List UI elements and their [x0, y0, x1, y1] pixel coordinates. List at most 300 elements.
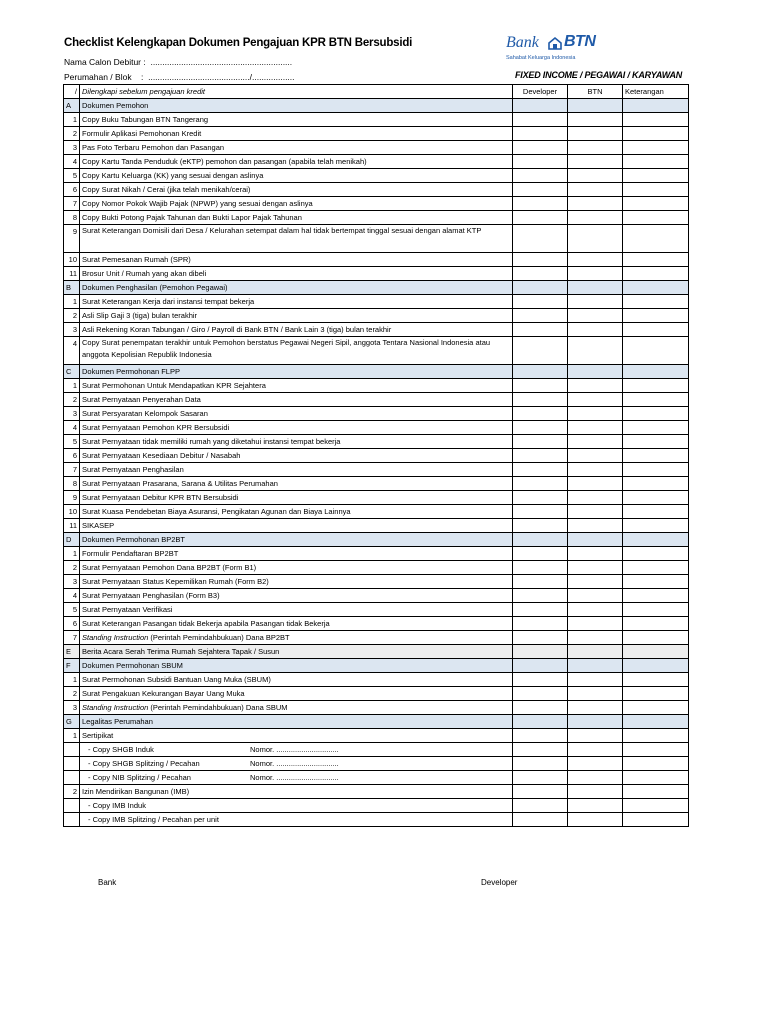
table-row [64, 421, 689, 435]
row-description: - Copy IMB Splitzing / Pecahan per unit [80, 813, 513, 827]
row-number: 6 [64, 617, 80, 631]
section-row [64, 99, 689, 113]
developer-check-cell[interactable] [513, 813, 568, 827]
row-description: Surat Pernyataan Penghasilan (Form B3) [80, 589, 513, 603]
row-number: 5 [64, 169, 80, 183]
row-number [64, 799, 80, 813]
keterangan-cell[interactable] [623, 743, 689, 757]
developer-check-cell[interactable] [513, 715, 568, 729]
housing-block-field: Perumahan / Blok : .........................................../.................. [64, 72, 295, 82]
row-number: 2 [64, 561, 80, 575]
keterangan-cell[interactable] [623, 141, 689, 155]
keterangan-cell[interactable] [623, 267, 689, 281]
row-description: Copy Nomor Pokok Wajib Pajak (NPWP) yang sesuai dengan aslinya [80, 197, 513, 211]
table-row [64, 323, 689, 337]
keterangan-cell[interactable] [623, 323, 689, 337]
btn-check-cell[interactable] [568, 561, 623, 575]
bank-btn-logo [506, 34, 616, 68]
btn-check-cell[interactable] [568, 743, 623, 757]
table-row [64, 617, 689, 631]
table-row [64, 673, 689, 687]
keterangan-cell[interactable] [623, 435, 689, 449]
btn-check-cell[interactable] [568, 505, 623, 519]
developer-check-cell[interactable] [513, 197, 568, 211]
developer-check-cell[interactable] [513, 393, 568, 407]
table-row [64, 183, 689, 197]
keterangan-cell[interactable] [623, 379, 689, 393]
row-number: 7 [64, 197, 80, 211]
btn-check-cell[interactable] [568, 757, 623, 771]
keterangan-cell[interactable] [623, 99, 689, 113]
row-number: 5 [64, 603, 80, 617]
developer-check-cell[interactable] [513, 295, 568, 309]
developer-check-cell[interactable] [513, 309, 568, 323]
developer-check-cell[interactable] [513, 253, 568, 267]
developer-check-cell[interactable] [513, 211, 568, 225]
btn-check-cell[interactable] [568, 393, 623, 407]
row-description: Asli Rekening Koran Tabungan / Giro / Payroll di Bank BTN / Bank Lain 3 (tiga) bulan terakhir [80, 323, 513, 337]
row-description: - Copy IMB Induk [80, 799, 513, 813]
keterangan-cell[interactable] [623, 673, 689, 687]
row-number: 4 [64, 337, 80, 365]
keterangan-cell[interactable] [623, 519, 689, 533]
row-description: Standing Instruction (Perintah Pemindahbukuan) Dana SBUM [80, 701, 513, 715]
row-number: G [64, 715, 80, 729]
row-number: C [64, 365, 80, 379]
row-description: Surat Pernyataan Pemohon KPR Bersubsidi [80, 421, 513, 435]
keterangan-cell[interactable] [623, 575, 689, 589]
row-description: Copy Kartu Keluarga (KK) yang sesuai dengan aslinya [80, 169, 513, 183]
developer-check-cell[interactable] [513, 323, 568, 337]
sub-item-row [64, 771, 689, 785]
keterangan-cell[interactable] [623, 421, 689, 435]
header-btn: BTN [568, 85, 623, 99]
developer-check-cell[interactable] [513, 113, 568, 127]
row-description: Copy Kartu Tanda Penduduk (eKTP) pemohon dan pasangan (apabila telah menikah) [80, 155, 513, 169]
section-row [64, 281, 689, 295]
keterangan-cell[interactable] [623, 127, 689, 141]
row-description: Surat Pengakuan Kekurangan Bayar Uang Muka [80, 687, 513, 701]
table-row [64, 589, 689, 603]
btn-check-cell[interactable] [568, 533, 623, 547]
row-description: Copy Surat Nikah / Cerai (jika telah menikah/cerai) [80, 183, 513, 197]
keterangan-cell[interactable] [623, 813, 689, 827]
row-description: Copy Surat penempatan terakhir untuk Pemohon berstatus Pegawai Negeri Sipil, anggota Tentara Nasional Indonesia atau anggota Kepolisian Republik Indonesia [80, 337, 513, 365]
developer-check-cell[interactable] [513, 449, 568, 463]
row-description: Surat Pernyataan Kesediaan Debitur / Nasabah [80, 449, 513, 463]
section-row [64, 533, 689, 547]
keterangan-cell[interactable] [623, 785, 689, 799]
row-number: 3 [64, 575, 80, 589]
btn-check-cell[interactable] [568, 701, 623, 715]
row-description: - Copy SHGB Induk Nomor. .............................. [80, 743, 513, 757]
row-number: 4 [64, 155, 80, 169]
btn-check-cell[interactable] [568, 407, 623, 421]
section-row [64, 365, 689, 379]
table-row [64, 295, 689, 309]
btn-check-cell[interactable] [568, 589, 623, 603]
btn-check-cell[interactable] [568, 267, 623, 281]
keterangan-cell[interactable] [623, 771, 689, 785]
developer-check-cell[interactable] [513, 407, 568, 421]
developer-check-cell[interactable] [513, 519, 568, 533]
btn-check-cell[interactable] [568, 715, 623, 729]
developer-check-cell[interactable] [513, 589, 568, 603]
developer-check-cell[interactable] [513, 477, 568, 491]
keterangan-cell[interactable] [623, 645, 689, 659]
keterangan-cell[interactable] [623, 561, 689, 575]
row-description: Izin Mendirikan Bangunan (IMB) [80, 785, 513, 799]
table-row [64, 575, 689, 589]
btn-check-cell[interactable] [568, 673, 623, 687]
table-row [64, 225, 689, 253]
keterangan-cell[interactable] [623, 183, 689, 197]
btn-check-cell[interactable] [568, 337, 623, 365]
keterangan-cell[interactable] [623, 197, 689, 211]
developer-check-cell[interactable] [513, 421, 568, 435]
developer-check-cell[interactable] [513, 155, 568, 169]
keterangan-cell[interactable] [623, 491, 689, 505]
row-number: D [64, 533, 80, 547]
developer-check-cell[interactable] [513, 561, 568, 575]
table-row [64, 631, 689, 645]
developer-check-cell[interactable] [513, 631, 568, 645]
nomor-field: Nomor. .............................. [250, 759, 339, 768]
row-description: Surat Pemesanan Rumah (SPR) [80, 253, 513, 267]
keterangan-cell[interactable] [623, 155, 689, 169]
table-row [64, 435, 689, 449]
btn-check-cell[interactable] [568, 99, 623, 113]
btn-check-cell[interactable] [568, 435, 623, 449]
keterangan-cell[interactable] [623, 631, 689, 645]
keterangan-cell[interactable] [623, 309, 689, 323]
row-number: 3 [64, 141, 80, 155]
row-description: Surat Pernyataan Debitur KPR BTN Bersubsidi [80, 491, 513, 505]
row-description: Legalitas Perumahan [80, 715, 513, 729]
row-number [64, 743, 80, 757]
table-row [64, 449, 689, 463]
developer-check-cell[interactable] [513, 687, 568, 701]
row-number: 2 [64, 127, 80, 141]
keterangan-cell[interactable] [623, 253, 689, 267]
developer-check-cell[interactable] [513, 491, 568, 505]
table-row [64, 113, 689, 127]
row-description: Copy Bukti Potong Pajak Tahunan dan Bukti Lapor Pajak Tahunan [80, 211, 513, 225]
row-number: 10 [64, 253, 80, 267]
row-number: 3 [64, 323, 80, 337]
developer-check-cell[interactable] [513, 799, 568, 813]
btn-check-cell[interactable] [568, 421, 623, 435]
sub-item-row [64, 743, 689, 757]
btn-check-cell[interactable] [568, 281, 623, 295]
row-description: - Copy SHGB Splitzing / Pecahan Nomor. .............................. [80, 757, 513, 771]
btn-check-cell[interactable] [568, 519, 623, 533]
row-number: 11 [64, 267, 80, 281]
keterangan-cell[interactable] [623, 617, 689, 631]
btn-check-cell[interactable] [568, 477, 623, 491]
row-description: Surat Keterangan Pasangan tidak Bekerja apabila Pasangan tidak Bekerja [80, 617, 513, 631]
row-number: 4 [64, 589, 80, 603]
btn-check-cell[interactable] [568, 141, 623, 155]
btn-check-cell[interactable] [568, 813, 623, 827]
developer-check-cell[interactable] [513, 659, 568, 673]
keterangan-cell[interactable] [623, 589, 689, 603]
row-number: 2 [64, 785, 80, 799]
btn-check-cell[interactable] [568, 211, 623, 225]
keterangan-cell[interactable] [623, 463, 689, 477]
btn-check-cell[interactable] [568, 631, 623, 645]
table-row [64, 197, 689, 211]
developer-check-cell[interactable] [513, 463, 568, 477]
row-number: 7 [64, 631, 80, 645]
developer-check-cell[interactable] [513, 379, 568, 393]
signature-developer: Developer [481, 878, 518, 887]
btn-check-cell[interactable] [568, 197, 623, 211]
table-row [64, 463, 689, 477]
developer-check-cell[interactable] [513, 729, 568, 743]
keterangan-cell[interactable] [623, 701, 689, 715]
developer-check-cell[interactable] [513, 225, 568, 253]
developer-check-cell[interactable] [513, 701, 568, 715]
row-description: Surat Keterangan Domisili dari Desa / Kelurahan setempat dalam hal tidak bertempat tinggal sesuai dengan alamat KTP [80, 225, 513, 253]
btn-check-cell[interactable] [568, 365, 623, 379]
row-number: 1 [64, 379, 80, 393]
row-description: SIKASEP [80, 519, 513, 533]
btn-check-cell[interactable] [568, 729, 623, 743]
btn-check-cell[interactable] [568, 323, 623, 337]
keterangan-cell[interactable] [623, 715, 689, 729]
row-description: Surat Pernyataan Penghasilan [80, 463, 513, 477]
keterangan-cell[interactable] [623, 295, 689, 309]
btn-check-cell[interactable] [568, 463, 623, 477]
developer-check-cell[interactable] [513, 337, 568, 365]
row-number: 5 [64, 435, 80, 449]
row-number: F [64, 659, 80, 673]
btn-check-cell[interactable] [568, 603, 623, 617]
developer-check-cell[interactable] [513, 617, 568, 631]
table-row [64, 519, 689, 533]
row-description: Formulir Aplikasi Pemohonan Kredit [80, 127, 513, 141]
row-number [64, 757, 80, 771]
row-number: 11 [64, 519, 80, 533]
row-number: 6 [64, 183, 80, 197]
btn-check-cell[interactable] [568, 253, 623, 267]
row-number: 8 [64, 211, 80, 225]
table-row [64, 155, 689, 169]
sub-item-row [64, 799, 689, 813]
keterangan-cell[interactable] [623, 113, 689, 127]
btn-check-cell[interactable] [568, 155, 623, 169]
btn-check-cell[interactable] [568, 127, 623, 141]
developer-check-cell[interactable] [513, 575, 568, 589]
developer-check-cell[interactable] [513, 771, 568, 785]
sub-item-row [64, 757, 689, 771]
developer-check-cell[interactable] [513, 281, 568, 295]
row-number: 3 [64, 407, 80, 421]
developer-check-cell[interactable] [513, 141, 568, 155]
row-number: E [64, 645, 80, 659]
row-number: A [64, 99, 80, 113]
row-description: Surat Pernyataan tidak memiliki rumah yang diketahui instansi tempat bekerja [80, 435, 513, 449]
table-header-row [64, 85, 689, 99]
btn-check-cell[interactable] [568, 113, 623, 127]
table-row [64, 253, 689, 267]
btn-check-cell[interactable] [568, 645, 623, 659]
keterangan-cell[interactable] [623, 393, 689, 407]
row-description: Sertipikat [80, 729, 513, 743]
row-description: Asli Slip Gaji 3 (tiga) bulan terakhir [80, 309, 513, 323]
row-description: Surat Permohonan Untuk Mendapatkan KPR Sejahtera [80, 379, 513, 393]
row-number: 9 [64, 491, 80, 505]
row-description: Dokumen Permohonan BP2BT [80, 533, 513, 547]
developer-check-cell[interactable] [513, 757, 568, 771]
row-description: Berita Acara Serah Terima Rumah Sejahtera Tapak / Susun [80, 645, 513, 659]
row-description: Surat Pernyataan Pemohon Dana BP2BT (Form B1) [80, 561, 513, 575]
table-row [64, 211, 689, 225]
table-row [64, 407, 689, 421]
row-number: 9 [64, 225, 80, 253]
row-number: 1 [64, 113, 80, 127]
developer-check-cell[interactable] [513, 645, 568, 659]
sub-item-row [64, 813, 689, 827]
row-description: Surat Pernyataan Prasarana, Sarana & Utilitas Perumahan [80, 477, 513, 491]
keterangan-cell[interactable] [623, 757, 689, 771]
developer-check-cell[interactable] [513, 603, 568, 617]
signature-bank: Bank [98, 878, 117, 887]
document-title: Checklist Kelengkapan Dokumen Pengajuan KPR BTN Bersubsidi [64, 37, 413, 49]
btn-check-cell[interactable] [568, 491, 623, 505]
keterangan-cell[interactable] [623, 533, 689, 547]
table-row [64, 309, 689, 323]
row-description: Surat Kuasa Pendebetan Biaya Asuransi, Pengikatan Agunan dan Biaya Lainnya [80, 505, 513, 519]
btn-check-cell[interactable] [568, 771, 623, 785]
btn-check-cell[interactable] [568, 785, 623, 799]
table-row [64, 393, 689, 407]
keterangan-cell[interactable] [623, 477, 689, 491]
table-row [64, 491, 689, 505]
table-row [64, 603, 689, 617]
table-row [64, 379, 689, 393]
table-row [64, 169, 689, 183]
btn-check-cell[interactable] [568, 449, 623, 463]
row-description: Surat Pernyataan Penyerahan Data [80, 393, 513, 407]
btn-check-cell[interactable] [568, 183, 623, 197]
keterangan-cell[interactable] [623, 659, 689, 673]
table-row [64, 687, 689, 701]
keterangan-cell[interactable] [623, 169, 689, 183]
row-number: 1 [64, 295, 80, 309]
section-row [64, 659, 689, 673]
row-description: Dokumen Pemohon [80, 99, 513, 113]
keterangan-cell[interactable] [623, 799, 689, 813]
row-description: - Copy NIB Splitzing / Pecahan Nomor. .............................. [80, 771, 513, 785]
btn-check-cell[interactable] [568, 309, 623, 323]
row-number: 1 [64, 729, 80, 743]
table-row [64, 729, 689, 743]
developer-check-cell[interactable] [513, 435, 568, 449]
keterangan-cell[interactable] [623, 547, 689, 561]
developer-check-cell[interactable] [513, 547, 568, 561]
developer-check-cell[interactable] [513, 183, 568, 197]
btn-check-cell[interactable] [568, 295, 623, 309]
row-number: 1 [64, 673, 80, 687]
developer-check-cell[interactable] [513, 673, 568, 687]
keterangan-cell[interactable] [623, 407, 689, 421]
btn-check-cell[interactable] [568, 169, 623, 183]
row-number: 6 [64, 449, 80, 463]
keterangan-cell[interactable] [623, 365, 689, 379]
btn-check-cell[interactable] [568, 547, 623, 561]
row-number: 3 [64, 701, 80, 715]
row-number: 10 [64, 505, 80, 519]
keterangan-cell[interactable] [623, 505, 689, 519]
checklist-table [63, 84, 689, 827]
nomor-field: Nomor. .............................. [250, 745, 339, 754]
row-description: Dokumen Penghasilan (Pemohon Pegawai) [80, 281, 513, 295]
table-row [64, 785, 689, 799]
header-developer: Developer [513, 85, 568, 99]
developer-check-cell[interactable] [513, 505, 568, 519]
btn-check-cell[interactable] [568, 687, 623, 701]
table-row [64, 547, 689, 561]
row-number: 2 [64, 687, 80, 701]
row-number [64, 813, 80, 827]
developer-check-cell[interactable] [513, 169, 568, 183]
btn-check-cell[interactable] [568, 799, 623, 813]
row-description: Formulir Pendaftaran BP2BT [80, 547, 513, 561]
developer-check-cell[interactable] [513, 533, 568, 547]
table-row [64, 477, 689, 491]
logo-bank-text: Bank [506, 34, 539, 51]
keterangan-cell[interactable] [623, 211, 689, 225]
row-description: Standing Instruction (Perintah Pemindahbukuan) Dana BP2BT [80, 631, 513, 645]
keterangan-cell[interactable] [623, 729, 689, 743]
table-row [64, 127, 689, 141]
developer-check-cell[interactable] [513, 267, 568, 281]
keterangan-cell[interactable] [623, 281, 689, 295]
row-number: B [64, 281, 80, 295]
keterangan-cell[interactable] [623, 603, 689, 617]
row-description: Copy Buku Tabungan BTN Tangerang [80, 113, 513, 127]
developer-check-cell[interactable] [513, 99, 568, 113]
row-description: Dokumen Permohonan FLPP [80, 365, 513, 379]
btn-check-cell[interactable] [568, 379, 623, 393]
logo-tagline: Sahabat Keluarga Indonesia [506, 55, 576, 61]
btn-check-cell[interactable] [568, 575, 623, 589]
btn-check-cell[interactable] [568, 225, 623, 253]
btn-check-cell[interactable] [568, 659, 623, 673]
table-row [64, 337, 689, 365]
row-description: Brosur Unit / Rumah yang akan dibeli [80, 267, 513, 281]
developer-check-cell[interactable] [513, 127, 568, 141]
row-number: 2 [64, 393, 80, 407]
keterangan-cell[interactable] [623, 449, 689, 463]
keterangan-cell[interactable] [623, 687, 689, 701]
btn-check-cell[interactable] [568, 617, 623, 631]
developer-check-cell[interactable] [513, 785, 568, 799]
row-description: Surat Permohonan Subsidi Bantuan Uang Muka (SBUM) [80, 673, 513, 687]
developer-check-cell[interactable] [513, 365, 568, 379]
row-number: 4 [64, 421, 80, 435]
developer-check-cell[interactable] [513, 743, 568, 757]
header-mark: / [64, 85, 80, 99]
logo-btn-text: BTN [564, 33, 596, 50]
row-number [64, 771, 80, 785]
section-row [64, 715, 689, 729]
segment-label: FIXED INCOME / PEGAWAI / KARYAWAN [515, 70, 683, 80]
keterangan-cell[interactable] [623, 225, 689, 253]
keterangan-cell[interactable] [623, 337, 689, 365]
